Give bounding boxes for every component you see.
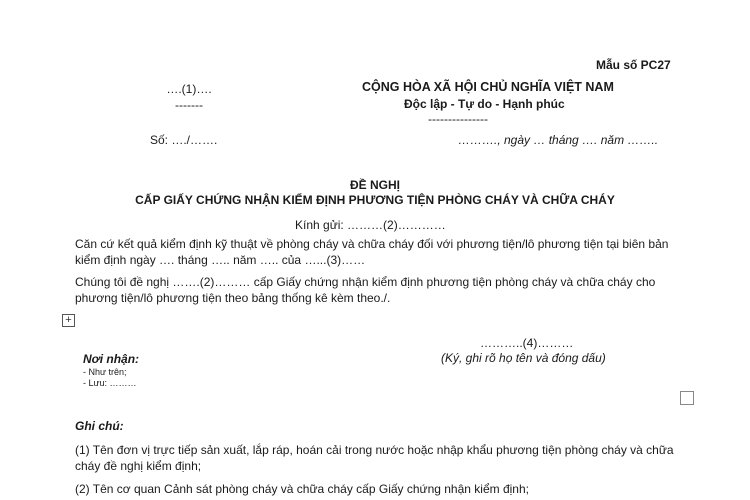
recipient-item: - Như trên; [83, 367, 127, 377]
recipients-title: Nơi nhận: [83, 352, 140, 366]
issuing-agency: ….(1)…. [166, 82, 212, 96]
document-number: Số: …./……. [150, 133, 218, 147]
place-date: ………., ngày … tháng …. năm …….. [458, 133, 659, 147]
body-paragraph-1: Căn cứ kết quả kiểm định kỹ thuật về phòng cháy và chữa cháy đối với phương tiện/lô phương tiện tại biên bản kiểm định ngày …. tháng ….. năm ….. của …...(3)…… [75, 237, 669, 267]
document-subtitle: CẤP GIẤY CHỨNG NHẬN KIỂM ĐỊNH PHƯƠNG TIỆN PHÒNG CHÁY VÀ CHỮA CHÁY [135, 193, 615, 207]
motto-divider: --------------- [428, 112, 488, 126]
national-title: CỘNG HÒA XÃ HỘI CHỦ NGHĨA VIỆT NAM [362, 80, 614, 94]
note-2: (2) Tên cơ quan Cảnh sát phòng cháy và chữa cháy cấp Giấy chứng nhận kiểm định; [75, 482, 529, 496]
notes-title: Ghi chú: [75, 419, 124, 433]
greeting: Kính gửi: ………(2)………… [295, 218, 446, 232]
note-1: (1) Tên đơn vị trực tiếp sản xuất, lắp ráp, hoán cải trong nước hoặc nhập khẩu phương tiện phòng cháy và chữa cháy đề nghị kiểm định; [75, 443, 674, 473]
form-code: Mẫu số PC27 [596, 58, 671, 72]
move-icon[interactable]: + [62, 314, 75, 327]
document-title: ĐỀ NGHỊ [349, 178, 400, 192]
agency-divider: ------- [175, 98, 203, 112]
signature-note: (Ký, ghi rõ họ tên và đóng dấu) [441, 351, 606, 365]
body-paragraph-2: Chúng tôi đề nghị …….(2)……… cấp Giấy chứng nhận kiểm định phương tiện phòng cháy và chữa cháy cho phương tiện/lô phương tiện theo bảng thống kê kèm theo./. [75, 275, 656, 305]
signature-title: ………..(4)……… [480, 336, 574, 350]
recipient-item: - Lưu: ……… [83, 378, 137, 388]
checkbox[interactable] [680, 391, 694, 405]
national-motto: Độc lập - Tự do - Hạnh phúc [404, 97, 565, 111]
